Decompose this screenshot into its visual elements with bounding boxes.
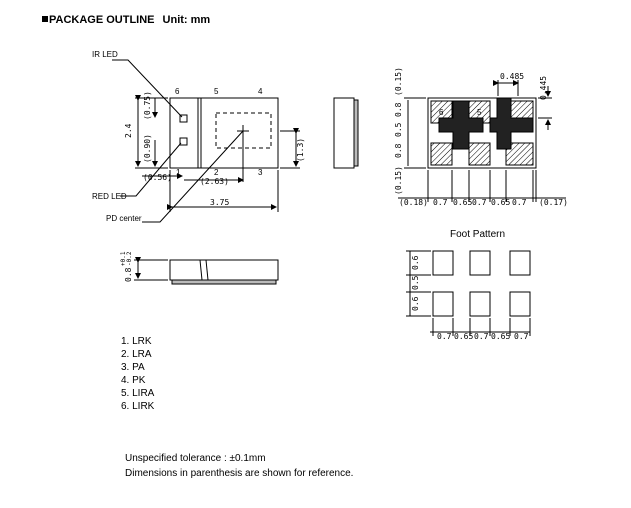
pin-item: 5. LIRA bbox=[121, 388, 155, 399]
dim-13: (1.3) bbox=[296, 137, 305, 162]
foot-pad-6 bbox=[510, 292, 530, 316]
pin-number-3: 3 bbox=[258, 168, 263, 177]
header-unit: Unit: mm bbox=[162, 14, 211, 26]
side-view-right bbox=[334, 98, 358, 168]
foot-pad-2 bbox=[470, 251, 490, 275]
dim-056: (0.56) bbox=[143, 173, 172, 182]
bottom-dim-top-h: 0.485 bbox=[500, 72, 525, 81]
foot-dim-b4: 0.7 bbox=[514, 332, 529, 341]
pin-number-5: 5 bbox=[214, 87, 219, 96]
dim-263: (2.63) bbox=[200, 177, 229, 186]
pin-number-1: 1 bbox=[176, 168, 181, 177]
tolerance-note: Unspecified tolerance : ±0.1mm bbox=[125, 453, 266, 464]
foot-pad-4 bbox=[433, 292, 453, 316]
pin-item: 2. LRA bbox=[121, 349, 152, 360]
ir-led-label: IR LED bbox=[92, 50, 118, 59]
pin-item: 3. PA bbox=[121, 362, 145, 373]
red-led-label: RED LED bbox=[92, 192, 127, 201]
pad-2 bbox=[469, 143, 490, 165]
foot-dim-b2: 0.7 bbox=[474, 332, 489, 341]
pin-item: 1. LRK bbox=[121, 336, 152, 347]
top-view-body bbox=[170, 98, 278, 168]
pin-item: 4. PK bbox=[121, 375, 146, 386]
dim-075: (0.75) bbox=[143, 91, 152, 120]
bottom-dim-b6: (0.17) bbox=[539, 198, 568, 207]
bottom-dim-b4: 0.65 bbox=[491, 198, 511, 207]
foot-dim-left-0: 0.6 bbox=[411, 255, 420, 270]
pin-item: 6. LIRK bbox=[121, 401, 155, 412]
foot-dim-left-2: 0.6 bbox=[411, 296, 420, 311]
side-thickness: 0.8 bbox=[124, 267, 133, 282]
bottom-dim-top-v: 0.445 bbox=[539, 75, 548, 100]
pin-number-4: 4 bbox=[258, 87, 263, 96]
bottom-pad-label-5: 5 bbox=[477, 108, 482, 117]
header-title: PACKAGE OUTLINE bbox=[49, 14, 155, 26]
foot-pad-1 bbox=[433, 251, 453, 275]
pin-number-6: 6 bbox=[175, 87, 180, 96]
pin-list bbox=[121, 335, 154, 413]
reference-note: Dimensions in parenthesis are shown for reference. bbox=[125, 468, 354, 479]
foot-pad-5 bbox=[470, 292, 490, 316]
bottom-pad-label-6: 6 bbox=[439, 108, 444, 117]
top-view bbox=[112, 60, 300, 222]
bottom-dim-b1: 0.7 bbox=[433, 198, 448, 207]
bottom-dim-b0: (0.18) bbox=[399, 198, 428, 207]
side-view-bottom bbox=[134, 260, 278, 284]
bottom-dim-left-bot: (0.15) bbox=[394, 166, 403, 195]
bottom-dim-b5: 0.7 bbox=[512, 198, 527, 207]
bottom-dim-left-08b: 0.8 bbox=[394, 143, 403, 158]
bottom-dim-left-08a: 0.8 bbox=[394, 102, 403, 117]
foot-dim-b1: 0.65 bbox=[454, 332, 474, 341]
notes bbox=[125, 451, 353, 481]
pad-1 bbox=[431, 143, 452, 165]
foot-dim-left-1: 0.5 bbox=[411, 275, 420, 290]
pin-number-2: 2 bbox=[214, 168, 219, 177]
bottom-dim-left-05: 0.5 bbox=[394, 122, 403, 137]
side-tol-minus: -0.2 bbox=[126, 251, 133, 266]
foot-pattern bbox=[406, 251, 530, 336]
bottom-dim-left-top: (0.15) bbox=[394, 67, 403, 96]
red-led-chip bbox=[180, 138, 187, 145]
pd-center-label: PD center bbox=[106, 214, 142, 223]
foot-pad-3 bbox=[510, 251, 530, 275]
side-tol-plus: +0.1 bbox=[120, 251, 127, 266]
foot-pattern-title: Foot Pattern bbox=[450, 229, 506, 240]
foot-dim-b3: 0.65 bbox=[491, 332, 511, 341]
foot-dim-b0: 0.7 bbox=[437, 332, 452, 341]
dim-height: 2.4 bbox=[124, 123, 133, 138]
dim-090: (0.90) bbox=[143, 134, 152, 163]
dim-375: 3.75 bbox=[210, 198, 230, 207]
bottom-dim-b2: 0.65 bbox=[453, 198, 473, 207]
bottom-dim-b3: 0.7 bbox=[472, 198, 487, 207]
